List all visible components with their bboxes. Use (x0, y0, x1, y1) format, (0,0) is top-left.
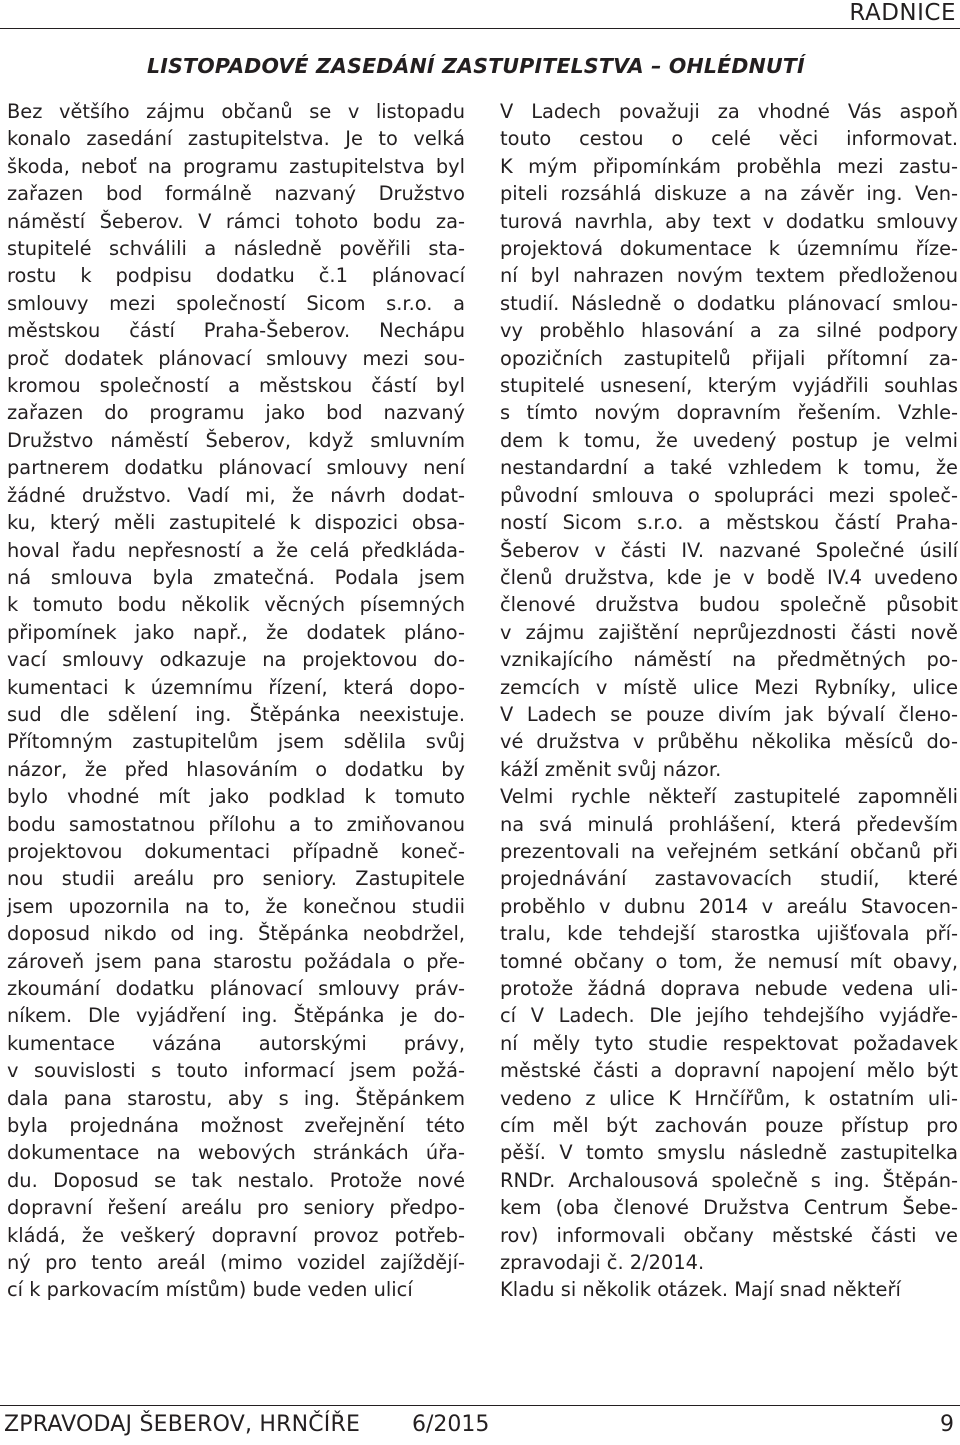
text-line: kem (oba členové Družstva Centrum Šebe- (500, 1196, 958, 1220)
text-line: sud dle sdělení ing. Štěpánka neexistuje. (7, 702, 465, 726)
text-line: ností Sicom s.r.o. a městskou částí Praha- (500, 511, 958, 535)
paragraph (500, 783, 958, 1276)
text-line: rostu k podpisu dodatku č.1 plánovací (7, 264, 465, 288)
text-line: Družstvo náměstí Šeberov, když smluvním (7, 428, 465, 452)
text-line: partnerem dodatku plánovací smlouvy není (7, 456, 465, 480)
text-line: bylo vhodné mít jako podklad k tomuto (7, 785, 465, 809)
text-line: původní smlouva o spolupráci mezi společ- (500, 483, 958, 507)
text-line: ní měly tyto studie respektovat požadavek (500, 1031, 958, 1055)
text-line: RNDr. Archalousová společně s ing. Štěpán- (500, 1168, 958, 1192)
text-line: kumentace vázána autorskými právy, (7, 1031, 465, 1055)
text-line: V Ladech považuji za vhodné Vás aspoň (500, 100, 958, 123)
article-title: LISTOPADOVÉ ZASEDÁNÍ ZASTUPITELSTVA – OHLÉDNUTÍ (147, 54, 805, 78)
text-line: členové družstva budou společně působit (500, 593, 958, 617)
article-column-left (7, 98, 465, 1304)
text-line: Velmi rychle někteří zastupitelé zapomněli (500, 785, 958, 809)
text-line: tralu, kde tehdejší starostka ujišťovala pří- (500, 922, 958, 946)
text-line: vznikajícího náměstí na předmětných po- (500, 648, 958, 672)
text-line: ní byl nahrazen novým textem předloženou (500, 264, 958, 288)
text-line: konalo zasedání zastupitelstva. Je to velká (7, 127, 465, 151)
text-line: ný pro tento areál (mimo vozidel zajíždějí- (7, 1251, 465, 1275)
text-line: projektová dokumentace k územnímu říze- (500, 237, 958, 261)
text-line: dem k tomu, že uvedený postup je velmi (500, 428, 958, 452)
section-label: RADNICE (849, 0, 956, 26)
text-line: tomné občany o tom, že nemusí mít obavy, (500, 949, 958, 973)
text-line: piteli rozsáhlá diskuze a na závěr ing. Ven- (500, 182, 958, 206)
text-line: v souvislosti s touto informací jsem požá- (7, 1059, 465, 1083)
text-line: zařazen bod formálně nazvaný Družstvo (7, 182, 465, 206)
text-line: cí k parkovacím místům) bude veden ulicí (7, 1278, 413, 1302)
text-line: doposud nikdo od ing. Štěpánka neobdržel, (7, 922, 465, 946)
paragraph (500, 98, 958, 783)
text-line: dopravní řešení areálu pro seniory předpo- (7, 1196, 465, 1220)
text-line: cím měl být zachován pouze přístup pro (500, 1114, 958, 1138)
top-divider (0, 28, 960, 29)
text-line: Přítomným zastupitelům jsem sdělila svůj (7, 730, 465, 754)
text-line: s tímto novým dopravním řešením. Vzhle- (500, 401, 958, 425)
text-line: k tomuto bodu několik věcných písemných (7, 593, 465, 617)
text-line: kumentaci k územnímu řízení, která dopo- (7, 675, 465, 699)
text-line: zároveň jsem pana starostu požádala o pře- (7, 949, 465, 973)
text-line: vedeno z ulice K Hrnčířům, k ostatním uli- (500, 1086, 958, 1110)
paragraph (500, 1276, 958, 1303)
text-line: na svá minulá prohlášení, která především (500, 812, 958, 836)
text-line: jsem upozornila na to, že konečnou studii (7, 894, 465, 918)
page-number: 9 (940, 1412, 954, 1437)
text-line: touto cestou o celé věci informovat. (500, 127, 958, 151)
text-line: městské části a dopravní napojení mělo být (500, 1059, 958, 1083)
text-line: vé družstva v průběhu několika měsíců do- (500, 730, 958, 754)
text-line: vací smlouvy odkazuje na projektovou do- (7, 648, 465, 672)
text-line: proč dodatek plánovací smlouvy mezi sou- (7, 346, 465, 370)
text-line: K mým připomínkám proběhla mezi zastu- (500, 154, 958, 178)
text-line: kládá, že veškerý dopravní provoz potřeb- (7, 1223, 465, 1247)
text-line: kromou společností a městskou částí byl (7, 374, 465, 398)
text-line: žádné družstvo. Vadí mi, že návrh dodat- (7, 483, 465, 507)
text-line: proběhlo v dubnu 2014 v areálu Stavocen- (500, 894, 958, 918)
paragraph (7, 98, 465, 1304)
text-line: pěší. V tomto smyslu následně zastupitelka (500, 1141, 958, 1165)
text-line: názor, že před hlasováním o dodatku by (7, 757, 465, 781)
article-column-right (500, 98, 958, 1304)
text-line: připomínek jako např., že dodatek pláno- (7, 620, 465, 644)
text-line: členů družstva, kde je v bodě IV.4 uvedeno (500, 565, 958, 589)
text-line: stupitelé usnesení, kterým vyjádřili souhlas (500, 374, 958, 398)
text-line: stupitelé schválili a následně pověřili sta- (7, 237, 465, 261)
text-line: nestandardní a také vzhledem k tomu, že (500, 456, 958, 480)
text-line: studií. Následně o dodatku plánovací smlou- (500, 291, 958, 315)
text-line: dala pana starostu, aby s ing. Štěpánkem (7, 1086, 465, 1110)
text-line: V Ladech se pouze divím jak bývalí člено- (500, 702, 958, 726)
text-line: kážÍ změnit svůj názor. (500, 757, 722, 781)
text-line: ná smlouva byla zmatečná. Podala jsem (7, 565, 465, 589)
text-line: hoval řadu nepřesností a že celá předkláda- (7, 538, 465, 562)
footer-publication-name: ZPRAVODAJ ŠEBEROV, HRNČÍŘE (4, 1412, 361, 1437)
text-line: ku, který měli zastupitelé k dispozici obsa- (7, 511, 465, 535)
text-line: protože žádná doprava nebude vedena uli- (500, 977, 958, 1000)
text-line: zemcích v místě ulice Mezi Rybníky, ulice (500, 675, 958, 699)
text-line: bodu samostatnou přílohu a to zmiňovanou (7, 812, 465, 836)
text-line: projednávání zastavovacích studií, které (500, 867, 958, 891)
footer-issue-number: 6/2015 (412, 1412, 490, 1437)
text-line: zpravodaji č. 2/2014. (500, 1251, 705, 1275)
text-line: du. Doposud se tak nestalo. Protože nové (7, 1168, 465, 1192)
text-line: dokumentace na webových stránkách úřa- (7, 1141, 465, 1165)
text-line: Kladu si několik otázek. Mají snad někteří (500, 1278, 901, 1302)
text-line: městskou částí Praha-Šeberov. Nechápu (7, 319, 465, 343)
text-line: zařazen do programu jako bod nazvaný (7, 401, 465, 425)
text-line: byla projednána možnost zveřejnění této (7, 1114, 465, 1138)
text-line: cí V Ladech. Dle jejího tehdejšího vyjádře- (500, 1004, 958, 1028)
bottom-divider (0, 1405, 960, 1406)
text-line: Šeberov v části IV. nazvané Společné úsilí (500, 538, 958, 562)
text-line: nou studii areálu pro seniory. Zastupitele (7, 867, 465, 891)
text-line: projektovou dokumentaci případně koneč- (7, 839, 465, 863)
text-line: v zájmu zajištění neprůjezdnosti části nově (500, 620, 958, 644)
text-line: níkem. Dle vyjádření ing. Štěpánka je do- (7, 1004, 465, 1028)
text-line: opozičních zastupitelů přijali přítomní za- (500, 346, 958, 370)
text-line: rov) informovali občany městské části ve (500, 1223, 958, 1247)
text-line: prezentovali na veřejném setkání občanů při (500, 839, 958, 863)
text-line: škoda, neboť na programu zastupitelstva byl (7, 154, 465, 178)
text-line: zkoumání dodatku plánovací smlouvy práv- (7, 977, 465, 1000)
text-line: smlouvy mezi společností Sicom s.r.o. a (7, 291, 465, 315)
text-line: turová navrhla, aby text v dodatku smlouvy (500, 209, 958, 233)
text-line: náměstí Šeberov. V rámci tohoto bodu za- (7, 209, 465, 233)
text-line: Bez většího zájmu občanů se v listopadu (7, 100, 465, 123)
text-line: vy proběhlo hlasování a za silné podpory (500, 319, 958, 343)
